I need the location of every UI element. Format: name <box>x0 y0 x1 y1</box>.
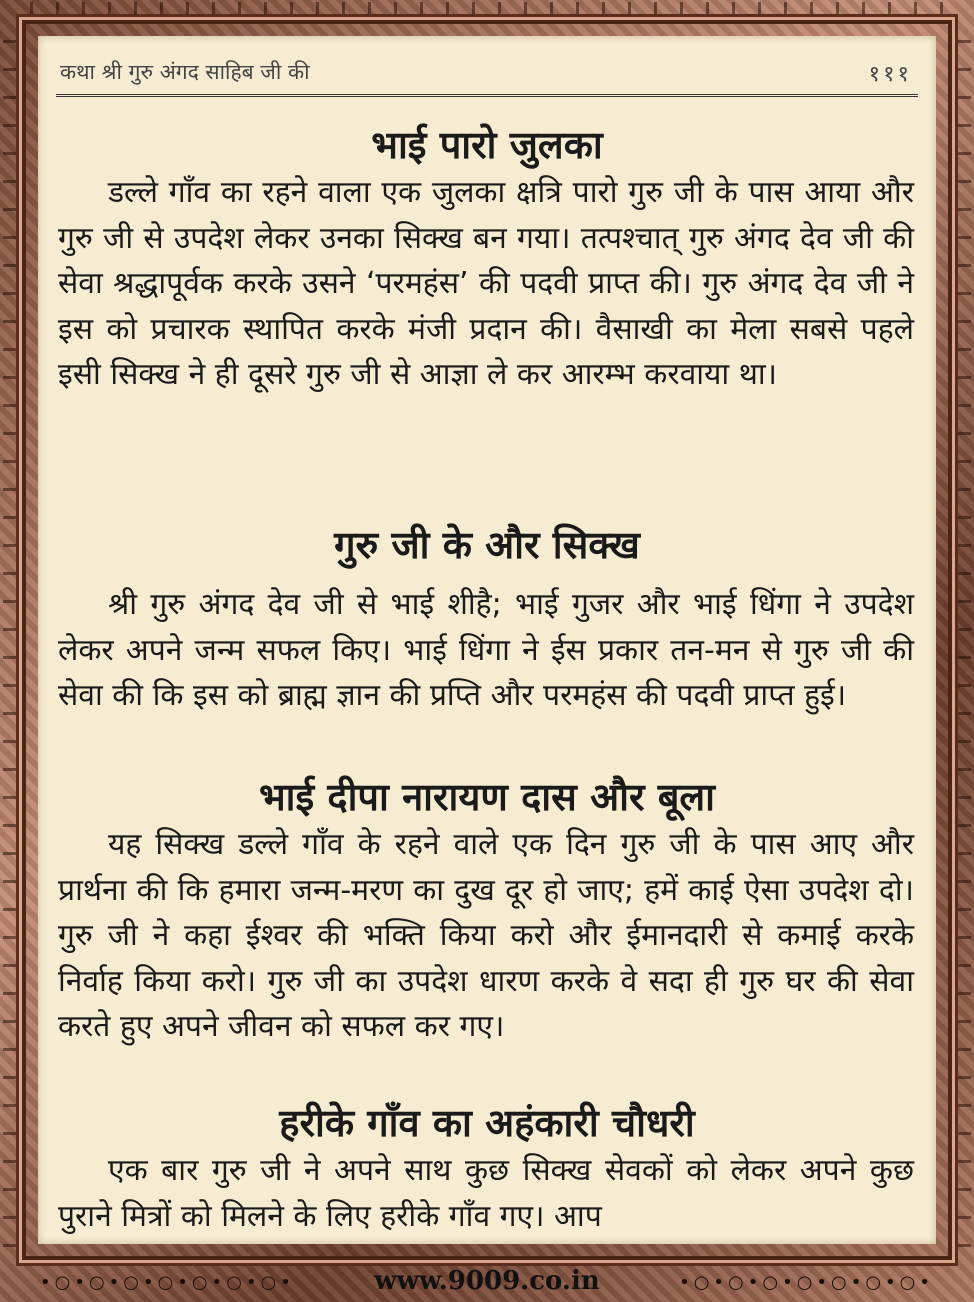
section-paragraph-1: डल्ले गाँव का रहने वाला एक जुलका क्षत्रि पारो गुरु जी के पास आया और गुरु जी से उपदेश लेकर उनका सिक्ख बन गया। तत्पश्चात् गुरु अंगद देव जी की सेवा श्रद्धापूर्वक करके उसने ‘परमहंस’ की पदवी प्राप्त की। गुरु अंगद देव जी ने इस को प्रचारक स्थापित करके मंजी प्रदान की। वैसाखी का मेला सबसे पहले इसी सिक्ख ने ही दूसरे गुरु जी से आज्ञा ले कर आरम्भ करवाया था। <box>58 175 914 392</box>
website-link[interactable]: www.9009.co.in <box>374 1266 600 1296</box>
section-paragraph-2: श्री गुरु अंगद देव जी से भाई शीहै; भाई गुजर और भाई धिंगा ने उपदेश लेकर अपने जन्म सफल किए। भाई धिंगा ने ईस प्रकार तन-मन से गुरु जी की सेवा की कि इस को ब्राह्म ज्ञान की प्रप्ति और परमहंस की पदवी प्राप्त हुई। <box>58 587 914 713</box>
footer-bar <box>0 1262 974 1302</box>
footer-ornament-left: •○•○•○•○•○•○•○• <box>40 1272 295 1293</box>
footer-ornament-right: •○•○•○•○•○•○•○• <box>679 1272 934 1293</box>
running-header-title: कथा श्री गुरु अंगद साहिब जी की <box>60 60 310 84</box>
section-paragraph-4: एक बार गुरु जी ने अपने साथ कुछ सिक्ख सेवकों को लेकर अपने कुछ पुराने मित्रों को मिलने के लिए हरीके गाँव गए। आप <box>58 1153 914 1234</box>
page-number: १११ <box>868 62 912 87</box>
section-paragraph-3: यह सिक्ख डल्ले गाँव के रहने वाले एक दिन गुरु जी के पास आए और प्रार्थना की कि हमारा जन्म-मरण का दुख दूर हो जाए; हमें काई ऐसा उपदेश दो। गुरु जी ने कहा ईश्वर की भक्ति किया करो और ईमानदारी से कमाई करके निर्वाह किया करो। गुरु जी का उपदेश धारण करके वे सदा ही गुरु घर की सेवा करते हुए अपने जीवन को सफल कर गए। <box>58 827 914 1044</box>
top-ornament <box>30 2 944 16</box>
right-ornament <box>953 40 971 1250</box>
section-heading-3: भाई दीपा नारायण दास और बूला <box>258 775 716 819</box>
section-heading-2: गुरु जी के और सिक्ख <box>334 523 640 567</box>
left-ornament <box>3 40 21 1250</box>
section-heading-1: भाई पारो जुलका <box>371 123 603 167</box>
section-heading-4: हरीके गाँव का अहंकारी चौधरी <box>279 1101 695 1145</box>
running-header <box>56 54 918 97</box>
book-page <box>38 36 936 1244</box>
